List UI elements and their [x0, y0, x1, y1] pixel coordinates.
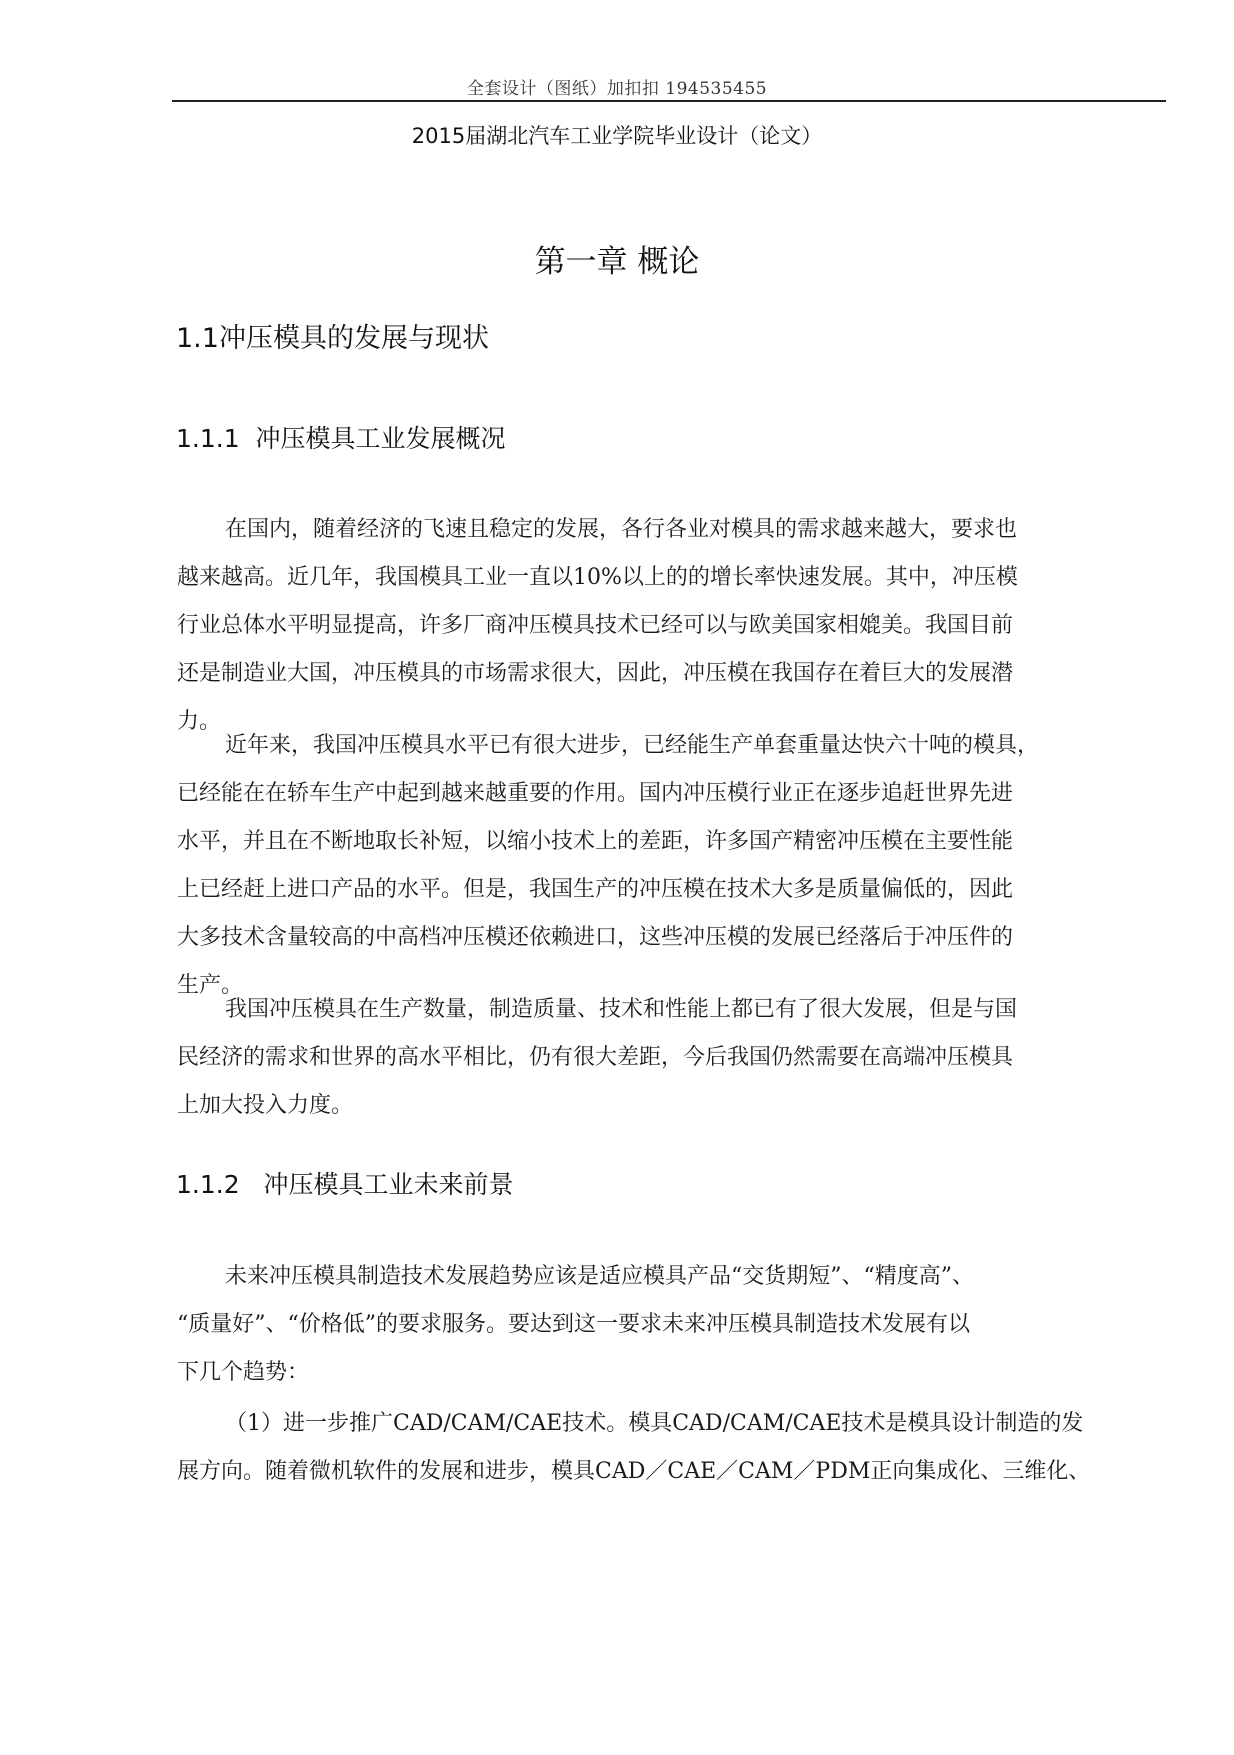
- paragraph-line: 还是制造业大国，冲压模具的市场需求很大，因此，冲压模在我国存在着巨大的发展潜: [177, 661, 1014, 686]
- paragraph-line: 上已经赶上进口产品的水平。但是，我国生产的冲压模在技术大多是质量偏低的，因此: [177, 877, 1014, 902]
- paragraph-trend-1-cad-cam-cae: [177, 1400, 1137, 1496]
- paragraph-line: 未来冲压模具制造技术发展趋势应该是适应模具产品“交货期短”、“精度高”、: [225, 1264, 974, 1289]
- header-divider: [172, 100, 1166, 102]
- paragraph-line: 水平，并且在不断地取长补短，以缩小技术上的差距，许多国产精密冲压模在主要性能: [177, 829, 1014, 854]
- paragraph-domestic-development: [177, 506, 1137, 746]
- running-title: 2015届湖北汽车工业学院毕业设计（论文）: [411, 124, 823, 148]
- paragraph-line: 在国内，随着经济的飞速且稳定的发展，各行各业对模具的需求越来越大，要求也: [225, 517, 1018, 542]
- paragraph-line: 已经能在在轿车生产中起到越来越重要的作用。国内冲压模行业正在逐步追赶世界先进: [177, 781, 1014, 806]
- paragraph-line: 民经济的需求和世界的高水平相比，仍有很大差距，今后我国仍然需要在高端冲压模具: [177, 1045, 1014, 1070]
- paragraph-line: 行业总体水平明显提高，许多厂商冲压模具技术已经可以与欧美国家相媲美。我国目前: [177, 613, 1014, 638]
- section-heading-1-1-2: 1.1.2 冲压模具工业未来前景: [176, 1170, 514, 1199]
- header-note: 全套设计（图纸）加扣扣 194535455: [466, 79, 768, 99]
- paragraph-line: 近年来，我国冲压模具水平已有很大进步，已经能生产单套重量达快六十吨的模具，: [225, 733, 1040, 758]
- section-heading-1-1: 1.1冲压模具的发展与现状: [176, 323, 489, 354]
- paragraph-line: 大多技术含量较高的中高档冲压模还依赖进口，这些冲压模的发展已经落后于冲压件的: [177, 925, 1014, 950]
- chapter-title: 第一章 概论: [534, 244, 700, 280]
- paragraph-line: 我国冲压模具在生产数量，制造质量、技术和性能上都已有了很大发展，但是与国: [225, 997, 1018, 1022]
- section-heading-1-1-1: 1.1.1 冲压模具工业发展概况: [176, 424, 506, 453]
- paragraph-line: （1）进一步推广CAD/CAM/CAE技术。模具CAD/CAM/CAE技术是模具设计制造的发: [225, 1411, 1084, 1436]
- paragraph-line: “质量好”、“价格低”的要求服务。要达到这一要求未来冲压模具制造技术发展有以: [177, 1312, 970, 1337]
- paragraph-line: 展方向。随着微机软件的发展和进步，模具CAD／CAE／CAM／PDM正向集成化、三维化、: [177, 1459, 1091, 1484]
- paragraph-recent-progress: [177, 722, 1137, 1010]
- paragraph-line: 力。: [177, 709, 222, 734]
- paragraph-future-trends: [177, 1253, 1137, 1397]
- paragraph-line: 上加大投入力度。: [177, 1093, 354, 1118]
- paragraph-line: 下几个趋势：: [177, 1360, 310, 1385]
- paragraph-gap-analysis: [177, 986, 1137, 1130]
- paragraph-line: 生产。: [177, 973, 244, 998]
- paragraph-line: 越来越高。近几年，我国模具工业一直以10%以上的的增长率快速发展。其中，冲压模: [177, 565, 1018, 590]
